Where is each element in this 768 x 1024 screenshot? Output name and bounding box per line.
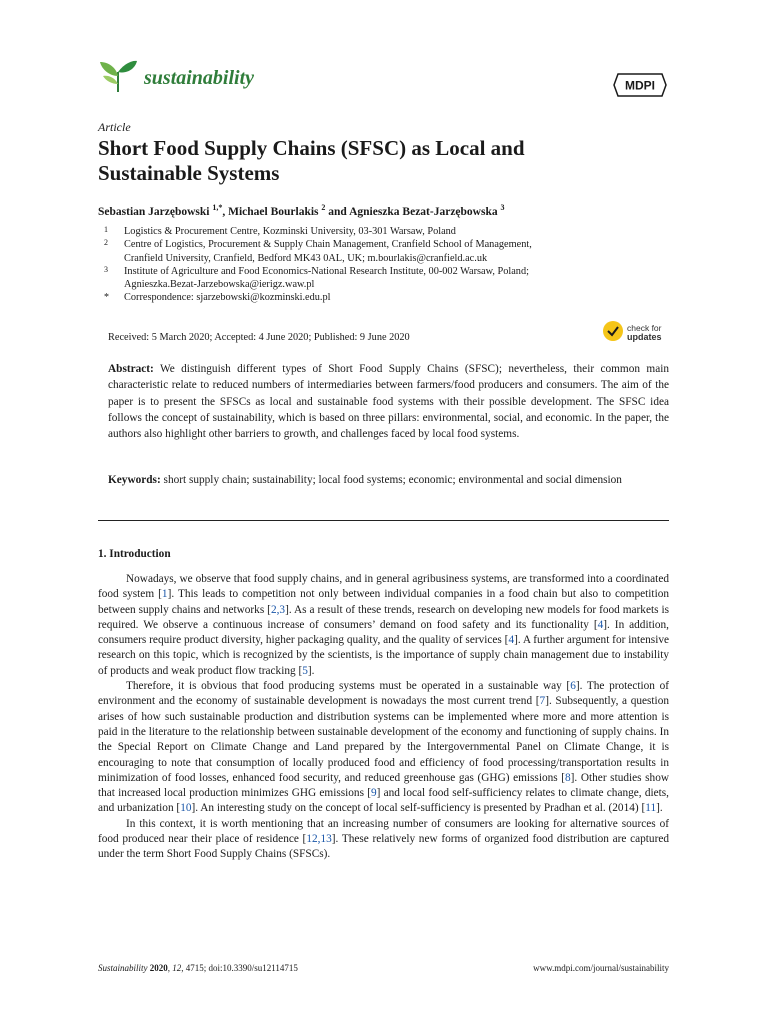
footer-volume: 12 bbox=[172, 963, 182, 973]
paragraph-text: ]. These relatively new forms of organized food distribution are captured under the term Short Food Supply Chains (SFSCs). bbox=[98, 833, 669, 861]
citation-link[interactable]: 10 bbox=[180, 802, 192, 815]
body-paragraph bbox=[98, 817, 669, 863]
author-name: Sebastian Jarzębowski bbox=[98, 205, 210, 218]
citation-link[interactable]: 1 bbox=[161, 588, 168, 601]
paragraph-text: Nowadays, we observe that food supply chains, and in general agribusiness systems, are transformed into a coordinated food system [ bbox=[98, 573, 669, 601]
mdpi-logo-text: MDPI bbox=[625, 78, 655, 93]
paragraph-text: ]. Subsequently, a question arises of how such sustainable production and distribution systems can be implemented where more and more attention is paid in the literature to the relationship between sustainable development of the economy and functioning of supply chains. In the Special Report on Climate Change and Land prepared by the Intergovernmental Panel on Climate Change, it is encouraging to note that consumption of locally produced food and efficiency of food processing/transportation results in minimization of food losses, enhanced food security, and reduced greenhouse gas (GHG) emissions [ bbox=[98, 695, 669, 784]
citation-link[interactable]: 6 bbox=[570, 680, 576, 693]
keywords-text: short supply chain; sustainability; local food systems; economic; environmental and social dimension bbox=[163, 474, 622, 486]
affiliation-item bbox=[104, 265, 674, 292]
affiliation-text: Cranfield University, Cranfield, Bedford MK43 0AL, UK; m.bourlakis@cranfield.ac.uk bbox=[124, 252, 488, 264]
article-type: Article bbox=[98, 120, 131, 134]
keywords-label: Keywords: bbox=[108, 474, 161, 486]
author-affil-marker: 1,* bbox=[212, 203, 223, 212]
citation-link[interactable]: 5 bbox=[302, 664, 308, 677]
abstract bbox=[108, 361, 669, 442]
citation-link[interactable]: 11 bbox=[645, 802, 657, 815]
footer-url[interactable]: www.mdpi.com/journal/sustainability bbox=[533, 963, 669, 973]
paragraph-text: ]. bbox=[307, 664, 315, 677]
author-name: Michael Bourlakis bbox=[228, 205, 319, 218]
title-line-2: Sustainable Systems bbox=[98, 161, 280, 185]
affiliation-number: 1 bbox=[104, 225, 108, 234]
author-name: Agnieszka Bezat-Jarzębowska bbox=[349, 205, 498, 218]
paragraph-text: ]. bbox=[656, 802, 663, 815]
correspondence-text: Correspondence: sjarzebowski@kozminski.edu.pl bbox=[124, 292, 331, 304]
affiliation-item bbox=[104, 238, 674, 265]
abstract-label: Abstract: bbox=[108, 363, 154, 375]
section-heading: 1. Introduction bbox=[98, 548, 171, 560]
affiliation-number: 2 bbox=[104, 238, 108, 248]
author-list bbox=[98, 203, 678, 218]
paragraph-text: ]. An interesting study on the concept of local self-sufficiency is presented by Pradhan et al. (2014) [ bbox=[191, 802, 646, 815]
citation-link[interactable]: 2,3 bbox=[270, 603, 286, 616]
affiliation-list bbox=[104, 225, 674, 305]
check-for-updates-badge[interactable] bbox=[602, 320, 672, 346]
check-updates-text bbox=[627, 324, 662, 342]
paragraph-text: Therefore, it is obvious that food producing systems must be operated in a sustainable way [ bbox=[126, 680, 571, 693]
author-separator: , bbox=[222, 205, 229, 218]
section-divider bbox=[98, 520, 669, 521]
keywords bbox=[108, 472, 669, 488]
body-paragraph bbox=[98, 679, 669, 817]
paragraph-text: ]. Other studies show that increased local production minimizes GHG emissions [ bbox=[98, 771, 669, 800]
footer-journal: Sustainability bbox=[98, 963, 148, 973]
affiliation-text: Logistics & Procurement Centre, Kozminski University, 03-301 Warsaw, Poland bbox=[124, 226, 456, 237]
author-affil-marker: 2 bbox=[321, 203, 326, 212]
journal-name: sustainability bbox=[144, 66, 255, 89]
mdpi-logo bbox=[612, 72, 668, 98]
publication-dates: Received: 5 March 2020; Accepted: 4 June 2020; Published: 9 June 2020 bbox=[108, 332, 410, 343]
correspondence-item bbox=[104, 291, 674, 304]
affiliation-text: Centre of Logistics, Procurement & Supply Chain Management, Cranfield School of Management, bbox=[124, 239, 532, 251]
body-paragraph bbox=[98, 572, 669, 679]
citation-link[interactable]: 8 bbox=[565, 771, 571, 784]
paragraph-text: ]. As a result of these trends, research on developing new models for food markets is required. We observe a continuous increase of consumers’ demand on food safety and its functionality [ bbox=[98, 603, 670, 631]
check-updates-line1: check for bbox=[627, 323, 662, 333]
footer-doi: , 4715; doi:10.3390/su12114715 bbox=[181, 963, 298, 973]
article-title bbox=[98, 136, 658, 186]
author-separator: and bbox=[325, 205, 350, 218]
citation-link[interactable]: 9 bbox=[370, 787, 377, 800]
affiliation-number: 3 bbox=[104, 264, 108, 274]
journal-logo bbox=[98, 58, 254, 98]
correspondence-marker: * bbox=[104, 292, 109, 304]
paragraph-text: ]. In addition, consumers require product diversity, higher packaging quality, and the quality of services [ bbox=[98, 618, 669, 647]
paragraph-text: ]. The protection of environment and the economy of sustainable development is nowadays the most current trend [ bbox=[98, 680, 669, 708]
citation-link[interactable]: 12,13 bbox=[306, 833, 332, 846]
citation-link[interactable]: 7 bbox=[539, 695, 546, 708]
body-text bbox=[98, 572, 669, 863]
citation-link[interactable]: 4 bbox=[597, 618, 604, 631]
affiliation-text: Institute of Agriculture and Food Economics-National Research Institute, 00-002 Warsaw, Poland; bbox=[124, 265, 529, 277]
paragraph-text: In this context, it is worth mentioning that an increasing number of consumers are looking for alternative sources of food produced near their place of residence [ bbox=[98, 817, 669, 846]
author-affil-marker: 3 bbox=[500, 203, 505, 212]
leaf-sprout-icon bbox=[98, 58, 138, 99]
paragraph-text: ]. A further argument for intensive research on this topic, which is recognized by the scientists, is the importance of supply chain management due to instability of products and weak product flow tracking [ bbox=[98, 634, 669, 677]
check-updates-icon bbox=[602, 320, 624, 347]
check-updates-line2: updates bbox=[627, 332, 662, 342]
footer-year: 2020 bbox=[149, 963, 168, 973]
paragraph-text: ]. This leads to competition not only between individual companies in a food chain but also to competition between supply chains and networks [ bbox=[98, 588, 670, 616]
affiliation-text: Agnieszka.Bezat-Jarzebowska@ierigz.waw.pl bbox=[124, 279, 315, 291]
affiliation-item bbox=[104, 225, 674, 238]
citation-link[interactable]: 4 bbox=[508, 634, 515, 647]
paragraph-text: ] and local food self-sufficiency relates to climate change, diets, and urbanization [ bbox=[98, 787, 669, 815]
abstract-text: We distinguish different types of Short Food Supply Chains (SFSC); nevertheless, their common main characteristic relate to reduced numbers of intermediaries between farmers/food producers and consumers. The aim of the paper is to present the SFSCs as local and sustainable food systems with their possible development. The SFSC idea follows the concept of sustainability, which is based on three pillars: environmental, social, and economic. In the paper, the authors also highlight other barriers to growth, and challenges faced by local food systems. bbox=[108, 363, 669, 441]
footer-citation: Sustainability 2020, 12, 4715; doi:10.3390/su12114715 bbox=[98, 963, 298, 973]
title-line-1: Short Food Supply Chains (SFSC) as Local and bbox=[98, 136, 525, 160]
